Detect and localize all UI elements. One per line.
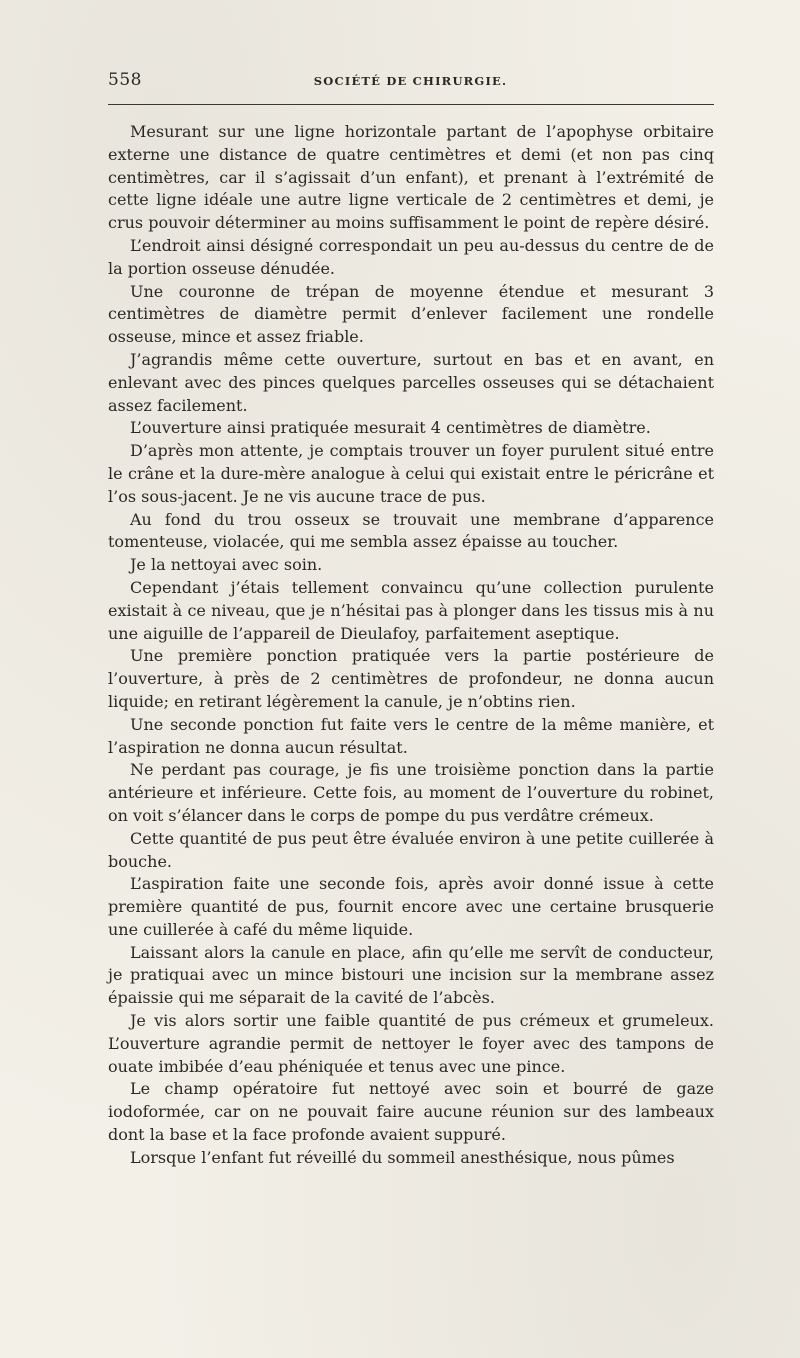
paragraph: Laissant alors la canule en place, afin qu’elle me servît de conducteur, je pratiquai avec un mince bistouri une incision sur la membrane assez épaissie qui me séparait de la cavité de l’abcès. [108,942,714,1008]
body-text [108,121,714,1170]
paragraph: Le champ opératoire fut nettoyé avec soin et bourré de gaze iodoformée, car on ne pouvait faire aucune réunion sur des lambeaux dont la base et la face profonde avaient suppuré. [108,1079,714,1145]
paragraph: Lorsque l’enfant fut réveillé du sommeil anesthésique, nous pûmes [130,1147,675,1167]
paragraph: Je la nettoyai avec soin. [130,555,323,575]
paragraph: Mesurant sur une ligne horizontale partant de l’apophyse orbitaire externe une distance de quatre centimètres et demi (et non pas cinq centimètres, car il s’agissait d’un enfant), et prenant à l’extrémité de cette ligne idéale une autre ligne verticale de 2 centimètres et demi, je crus pouvoir déterminer au moins suffisamment le point de repère désiré. [108,122,714,233]
paragraph: L’endroit ainsi désigné correspondait un peu au-dessus du centre de de la portion osseuse dénudée. [108,235,714,278]
paragraph: Cependant j’étais tellement convaincu qu’une collection purulente existait à ce niveau, que je n’hésitai pas à plonger dans les tissus mis à nu une aiguille de l’appareil de Dieulafoy, parfaitement aseptique. [108,577,714,643]
header-rule [108,104,714,105]
paragraph: Cette quantité de pus peut être évaluée environ à une petite cuillerée à bouche. [108,828,714,871]
paragraph: Une seconde ponction fut faite vers le centre de la même manière, et l’aspiration ne donna aucun résultat. [108,714,714,757]
paragraph: L’aspiration faite une seconde fois, après avoir donné issue à cette première quantité de pus, fournit encore avec une certaine brusquerie une cuillerée à café du même liquide. [108,874,714,939]
page-header [108,70,713,92]
paragraph: Je vis alors sortir une faible quantité de pus crémeux et grumeleux. L’ouverture agrandie permit de nettoyer le foyer avec des tampons de ouate imbibée d’eau phéniquée et tenus avec une pince. [108,1011,714,1076]
paragraph: Une première ponction pratiquée vers la partie postérieure de l’ouverture, à près de 2 centimètres de profondeur, ne donna aucun liquide; en retirant légèrement la canule, je n’obtins rien. [108,646,714,711]
paragraph: D’après mon attente, je comptais trouver un foyer purulent situé entre le crâne et la dure-mère analogue à celui qui existait entre le péricrâne et l’os sous-jacent. Je ne vis aucune trace de pus. [108,441,714,506]
paragraph: Au fond du trou osseux se trouvait une membrane d’apparence tomenteuse, violacée, qui me sembla assez épaisse au toucher. [108,509,714,552]
page-number: 558 [108,70,142,90]
paragraph: Ne perdant pas courage, je fis une troisième ponction dans la partie antérieure et inférieure. Cette fois, au moment de l’ouverture du robinet, on voit s’élancer dans le corps de pompe du pus verdâtre crémeux. [108,760,714,825]
paragraph: L’ouverture ainsi pratiquée mesurait 4 centimètres de diamètre. [130,418,651,438]
paragraph: J’agrandis même cette ouverture, surtout en bas et en avant, en enlevant avec des pinces quelques parcelles osseuses qui se détachaient assez facilement. [108,349,714,415]
running-title: SOCIÉTÉ DE CHIRURGIE. [313,74,508,88]
paragraph: Une couronne de trépan de moyenne étendue et mesurant 3 centimètres de diamètre permit d’enlever facilement une rondelle osseuse, mince et assez friable. [108,281,714,347]
